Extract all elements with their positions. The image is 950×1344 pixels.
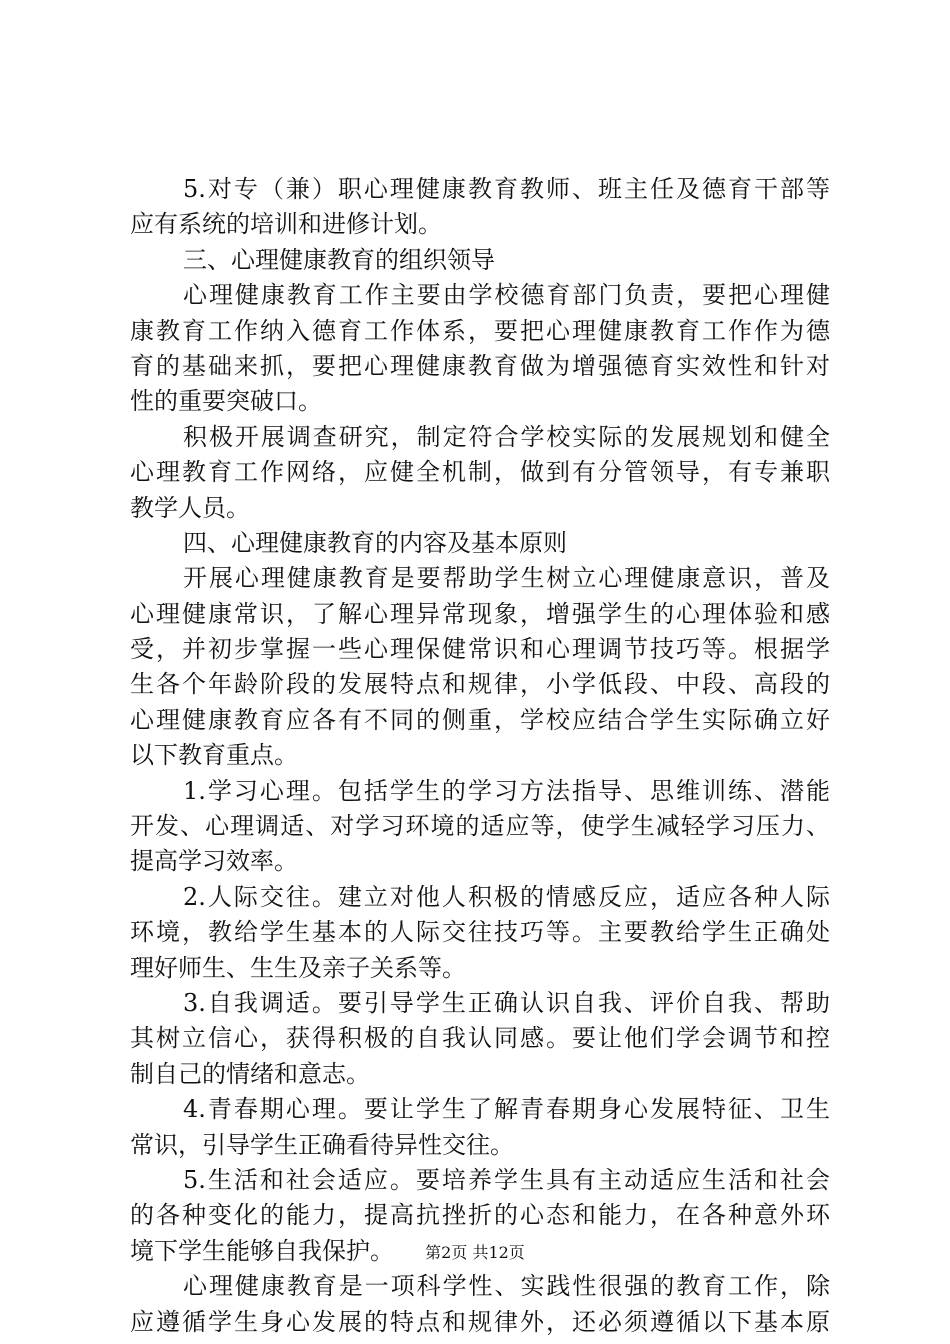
text-line: 育的基础来抓，要把心理健康教育做为增强德育实效性和针对 (130, 351, 830, 380)
text-line: 2.人际交往。建立对他人积极的情感反应，适应各种人际 (183, 882, 830, 911)
text-line: 其树立信心，获得积极的自我认同感。要让他们学会调节和控 (130, 1024, 830, 1053)
text-line: 应遵循学生身心发展的特点和规律外，还必须遵循以下基本原 (130, 1307, 830, 1336)
text-line: 常识，引导学生正确看待异性交往。 (130, 1130, 514, 1159)
text-line: 环境，教给学生基本的人际交往技巧等。主要教给学生正确处 (130, 918, 830, 947)
text-line: 制自己的情绪和意志。 (130, 1059, 370, 1088)
text-line: 开发、心理调适、对学习环境的适应等，使学生减轻学习压力、 (130, 812, 830, 841)
text-line: 5.生活和社会适应。要培养学生具有主动适应生活和社会 (183, 1165, 830, 1194)
text-line: 3.自我调适。要引导学生正确认识自我、评价自我、帮助 (183, 988, 830, 1017)
text-line: 生各个年龄阶段的发展特点和规律，小学低段、中段、高段的 (130, 670, 830, 699)
text-line: 5.对专（兼）职心理健康教育教师、班主任及德育干部等 (183, 175, 830, 203)
text-line: 提高学习效率。 (130, 847, 298, 876)
text-line: 开展心理健康教育是要帮助学生树立心理健康意识，普及 (183, 564, 830, 593)
text-line: 康教育工作纳入德育工作体系，要把心理健康教育工作作为德 (130, 316, 830, 345)
text-line: 四、心理健康教育的内容及基本原则 (183, 528, 567, 557)
text-line: 心理健康教育是一项科学性、实践性很强的教育工作，除 (183, 1272, 830, 1301)
text-line: 心理健康常识，了解心理异常现象，增强学生的心理体验和感 (130, 599, 830, 628)
text-line: 理好师生、生生及亲子关系等。 (130, 953, 466, 982)
text-line: 以下教育重点。 (130, 741, 298, 770)
text-line: 积极开展调查研究，制定符合学校实际的发展规划和健全 (183, 422, 830, 451)
page-footer: 第2页 共12页 (425, 1243, 525, 1262)
text-line: 境下学生能够自我保护。 (130, 1236, 394, 1265)
text-line: 心理健康教育应各有不同的侧重，学校应结合学生实际确立好 (130, 705, 830, 734)
text-line: 应有系统的培训和进修计划。 (130, 210, 442, 239)
text-line: 4.青春期心理。要让学生了解青春期身心发展特征、卫生 (183, 1095, 830, 1124)
document-body (130, 172, 830, 1340)
text-line: 心理健康教育工作主要由学校德育部门负责，要把心理健 (183, 281, 830, 310)
text-line: 性的重要突破口。 (130, 387, 322, 416)
text-line: 心理教育工作网络，应健全机制，做到有分管领导，有专兼职 (130, 458, 830, 487)
text-line: 的各种变化的能力，提高抗挫折的心态和能力，在各种意外环 (130, 1201, 830, 1230)
text-line: 教学人员。 (130, 493, 250, 522)
text-line: 受，并初步掌握一些心理保健常识和心理调节技巧等。根据学 (130, 635, 830, 664)
text-line: 1.学习心理。包括学生的学习方法指导、思维训练、潜能 (183, 776, 830, 805)
text-line: 三、心理健康教育的组织领导 (183, 245, 495, 274)
